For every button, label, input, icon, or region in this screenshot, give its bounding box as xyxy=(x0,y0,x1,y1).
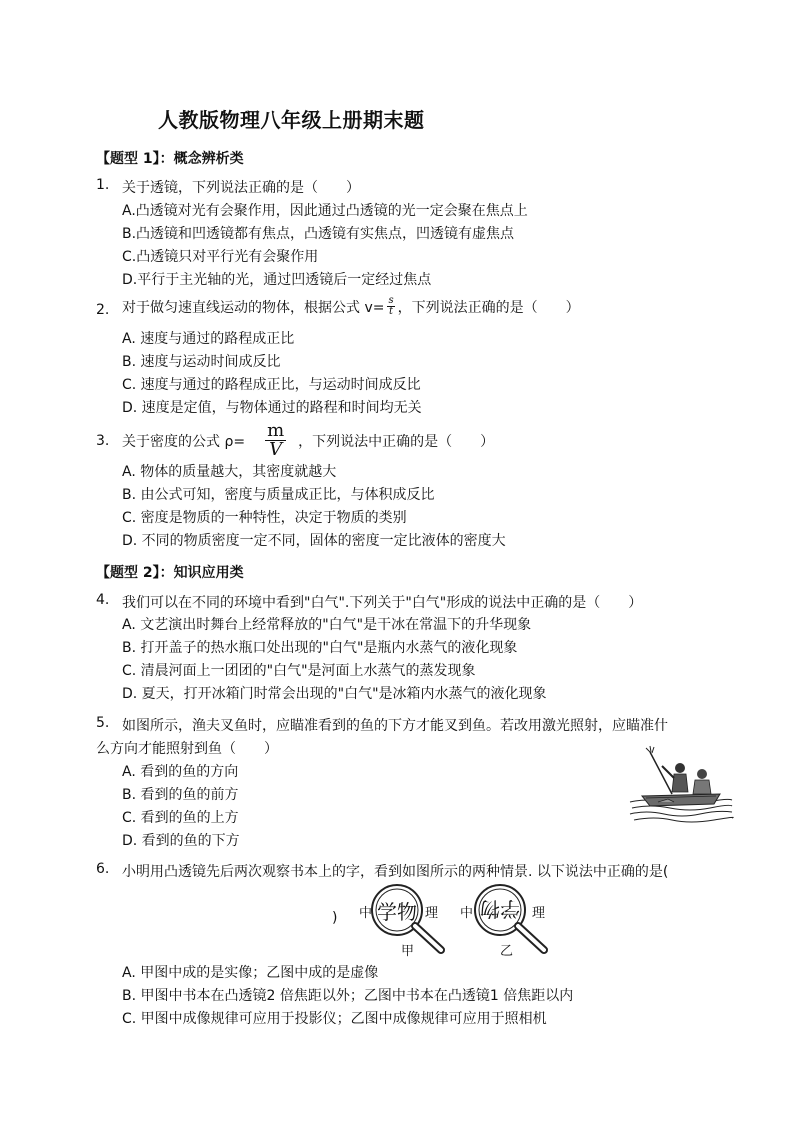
question-3-option-d: D. 不同的物质密度一定不同，固体的密度一定比液体的密度大 xyxy=(122,533,506,549)
question-1-option-a: A.凸透镜对光有会聚作用，因此通过凸透镜的光一定会聚在焦点上 xyxy=(122,203,528,219)
question-5-option-d: D. 看到的鱼的下方 xyxy=(122,833,240,849)
fisherman-boat-illustration xyxy=(628,744,734,826)
question-5-number: 5. xyxy=(96,715,110,731)
question-1-stem: 关于透镜，下列说法正确的是（ ） xyxy=(122,180,360,196)
question-3-number: 3. xyxy=(96,433,110,449)
velocity-formula-fraction xyxy=(386,296,395,317)
question-4-stem: 我们可以在不同的环境中看到"白气".下列关于"白气"形成的说法中正确的是（ ） xyxy=(122,595,643,611)
question-5-stem-line-1: 如图所示，渔夫叉鱼时，应瞄准看到的鱼的下方才能叉到鱼。若改用激光照射，应瞄准什 xyxy=(122,718,668,734)
question-1-option-c: C.凸透镜只对平行光有会聚作用 xyxy=(122,249,319,265)
question-5-option-a: A. 看到的鱼的方向 xyxy=(122,764,239,780)
question-5-stem-line-2: 么方向才能照射到鱼（ ） xyxy=(96,741,278,757)
magnifier-a-magnified-text: 学物 xyxy=(377,900,417,924)
density-formula-fraction xyxy=(263,422,288,459)
question-2-stem xyxy=(122,296,580,317)
question-3-stem xyxy=(122,422,494,459)
fraction-denominator: t xyxy=(389,306,394,317)
question-6-number: 6. xyxy=(96,861,110,877)
fraction-numerator: s xyxy=(388,295,394,306)
question-4-option-a: A. 文艺演出时舞台上经常释放的"白气"是干冰在常温下的升华现象 xyxy=(122,617,532,633)
question-5-option-b: B. 看到的鱼的前方 xyxy=(122,787,239,803)
question-3-option-c: C. 密度是物质的一种特性，决定于物质的类别 xyxy=(122,510,407,526)
question-3-stem-end: ，下列说法中正确的是（ ） xyxy=(298,433,495,450)
section-heading-1: 【题型 1】：概念辨析类 xyxy=(96,151,244,167)
question-2-option-c: C. 速度与通过的路程成正比，与运动时间成反比 xyxy=(122,377,421,393)
fisherman-boat-icon xyxy=(628,744,734,826)
question-4-option-d: D. 夏天，打开冰箱门时常会出现的"白气"是冰箱内水蒸气的液化现象 xyxy=(122,686,547,702)
question-2-option-d: D. 速度是定值，与物体通过的路程和时间均无关 xyxy=(122,400,422,416)
question-1-option-d: D.平行于主光轴的光，通过凹透镜后一定经过焦点 xyxy=(122,272,432,288)
question-4-option-b: B. 打开盖子的热水瓶口处出现的"白气"是瓶内水蒸气的液化现象 xyxy=(122,640,518,656)
question-2-stem-start: 对于做匀速直线运动的物体，根据公式 v= xyxy=(122,299,385,316)
section-heading-2: 【题型 2】：知识应用类 xyxy=(96,565,244,581)
page-title: 人教版物理八年级上册期末题 xyxy=(158,108,425,132)
fraction-denominator: V xyxy=(265,440,286,459)
magnifier-a-right-char: 理 xyxy=(425,906,439,921)
question-3-stem-start: 关于密度的公式 ρ= xyxy=(122,433,246,450)
question-1-number: 1. xyxy=(96,177,110,193)
fraction-numerator: m xyxy=(267,420,285,441)
magnifier-a-left-char: 中 xyxy=(359,906,373,921)
question-4-option-c: C. 清晨河面上一团团的"白气"是河面上水蒸气的蒸发现象 xyxy=(122,663,476,679)
question-2-stem-end: ，下列说法正确的是（ ） xyxy=(397,299,580,316)
question-3-option-a: A. 物体的质量越大，其密度就越大 xyxy=(122,464,337,480)
question-3-option-b: B. 由公式可知，密度与质量成正比，与体积成反比 xyxy=(122,487,435,503)
magnifier-b-inverted-text: 学物 xyxy=(480,897,520,921)
question-5-option-c: C. 看到的鱼的上方 xyxy=(122,810,239,826)
question-4-number: 4. xyxy=(96,592,110,608)
question-6-option-b: B. 甲图中书本在凸透镜2 倍焦距以外；乙图中书本在凸透镜1 倍焦距以内 xyxy=(122,988,574,1004)
question-6-option-c: C. 甲图中成像规律可应用于投影仪；乙图中成像规律可应用于照相机 xyxy=(122,1011,547,1027)
magnifier-b-right-char: 理 xyxy=(532,906,546,921)
question-1-option-b: B.凸透镜和凹透镜都有焦点，凸透镜有实焦点，凹透镜有虚焦点 xyxy=(122,226,515,242)
magnifier-b-left-char: 中 xyxy=(460,906,474,921)
magnifier-figure-a xyxy=(355,880,455,958)
question-6-stem-continuation: ) xyxy=(332,910,338,926)
magnifier-b-caption: 乙 xyxy=(500,944,514,959)
magnifier-a-caption: 甲 xyxy=(401,944,415,959)
question-2-number: 2. xyxy=(96,302,110,318)
question-6-stem: 小明用凸透镜先后两次观察书本上的字，看到如图所示的两种情景. 以下说法中正确的是( xyxy=(122,864,669,880)
question-2-option-b: B. 速度与运动时间成反比 xyxy=(122,354,281,370)
question-2-option-a: A. 速度与通过的路程成正比 xyxy=(122,331,295,347)
question-6-option-a: A. 甲图中成的是实像；乙图中成的是虚像 xyxy=(122,965,379,981)
magnifier-figure-b xyxy=(456,880,556,958)
